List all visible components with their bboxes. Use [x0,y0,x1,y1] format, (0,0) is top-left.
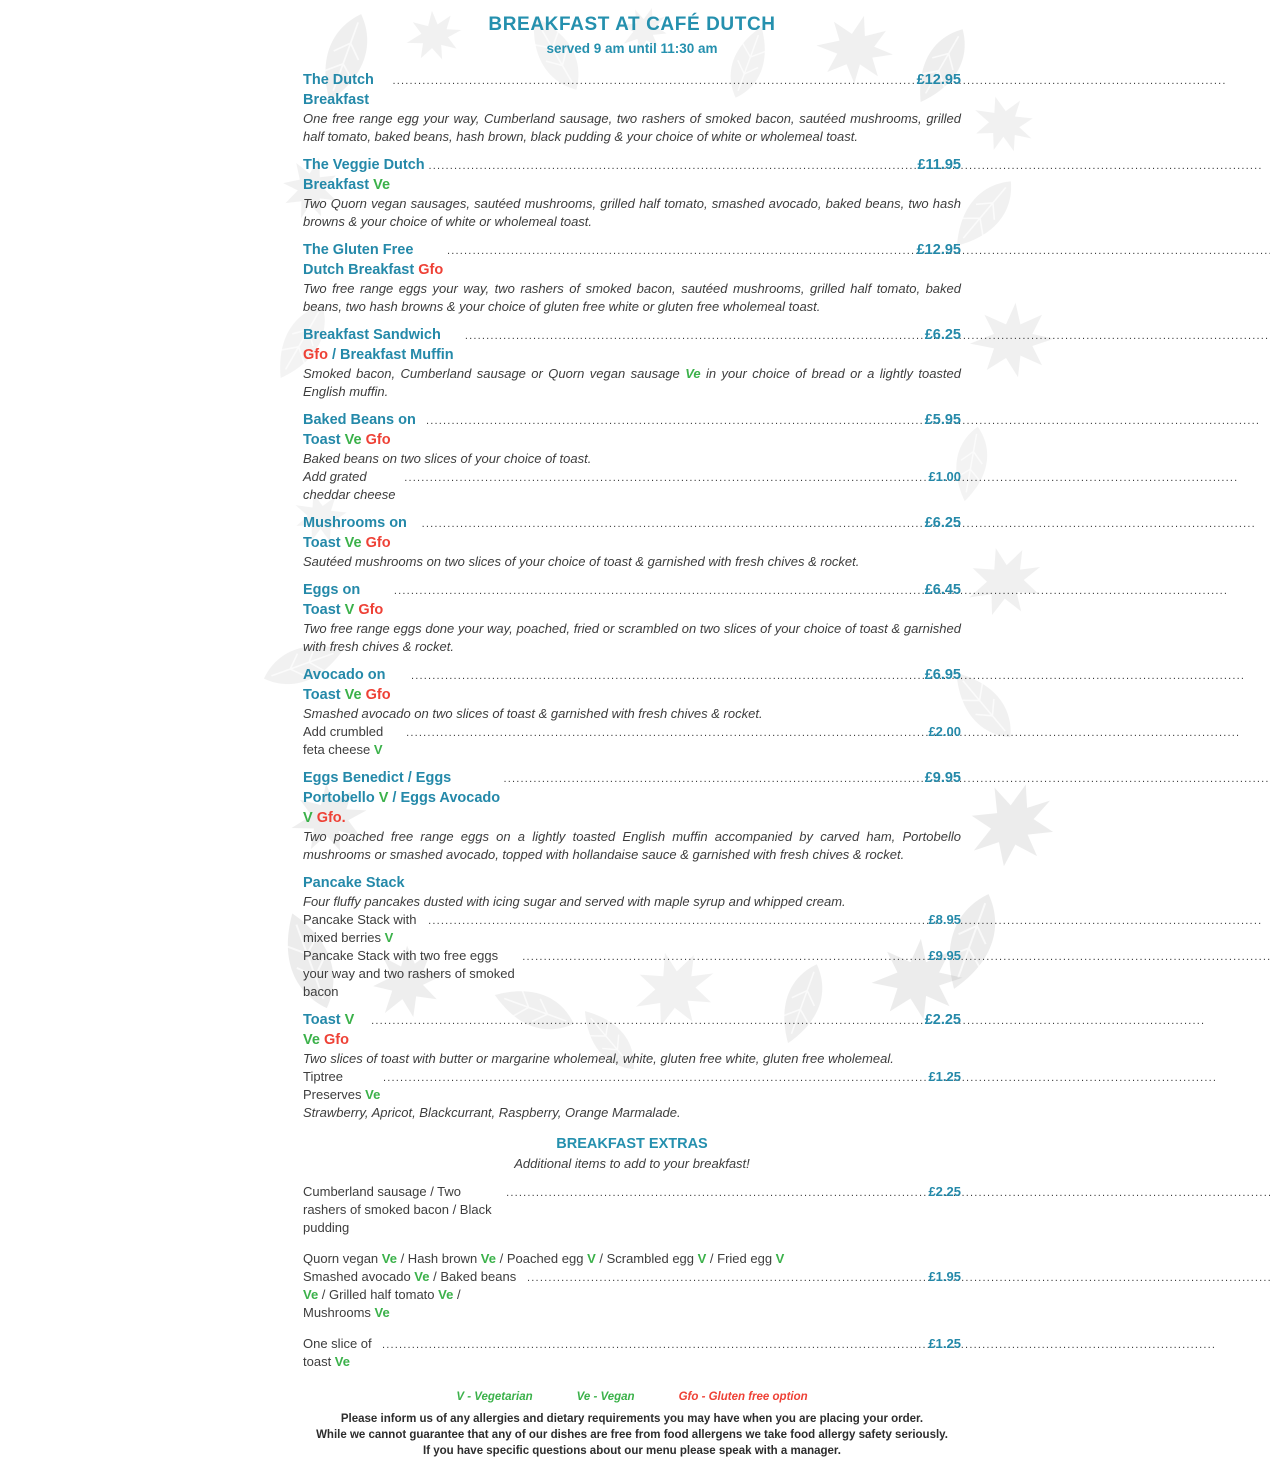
price: £6.25 [924,327,961,343]
price: £2.25 [924,1012,961,1028]
menu-item [303,768,961,864]
item-text [303,911,427,947]
item-text [303,723,405,759]
menu-item [303,155,961,231]
legend-item: V - Vegetarian [456,1391,533,1403]
text-segment: Two poached free range eggs on a lightly toasted English muffin accompanied by carved ham, Portobello mushrooms or smashed avocado, topped with hollandaise sauce & garnished with fresh chives & rocket. [303,829,961,862]
text-segment: Pancake Stack [303,875,405,891]
menu-item [303,580,961,656]
footer-line: While we cannot guarantee that any of our dishes are free from food allergens we take food allergy safety seriously. [316,1429,948,1441]
extras-subtitle: Additional items to add to your breakfast! [514,1156,750,1171]
dietary-tag: Gfo [365,432,391,448]
item-text [303,1250,784,1268]
dietary-tag: V [303,810,313,826]
dot-leader [447,241,916,259]
price: £2.00 [928,724,961,739]
menu-item-description [303,110,961,146]
item-text [303,1183,505,1237]
price: £1.25 [928,1069,961,1084]
dot-leader [428,911,927,930]
menu-item-heading [303,325,961,365]
dot-leader [426,411,924,429]
dietary-tag: V [344,602,355,618]
menu-sub-line [303,1183,961,1237]
dot-leader [422,514,924,532]
menu-item-heading [303,768,961,828]
item-text [303,155,427,195]
item-text [303,580,393,620]
text-segment: Add crumbled feta cheese [303,724,384,757]
dot-leader [411,666,924,684]
text-segment: Two free range eggs your way, two rashers of smoked bacon, sautéed mushrooms, grilled half tomato, baked beans, two hash browns & your choice of gluten free white or gluten free wholemeal toast. [303,281,961,314]
price: £2.25 [928,1184,961,1199]
menu-item-description [303,450,961,468]
dietary-tag: Ve [381,1251,397,1266]
text-segment: Smashed avocado [303,1269,415,1284]
dot-leader [404,468,927,487]
menu-item [303,1010,961,1122]
menu-item-heading [303,873,961,893]
text-segment: Cumberland sausage / Two rashers of smoked bacon / Black pudding [303,1184,492,1235]
price: £1.25 [928,1336,961,1351]
item-text [303,240,446,280]
text-segment: Pancake Stack with mixed berries [303,912,417,945]
dietary-tag: V [378,790,389,806]
dietary-tag: V [587,1251,596,1266]
menu-item [303,240,961,316]
item-text [303,768,503,828]
menu-item-description [303,705,961,723]
text-segment: Eggs on Toast [303,582,361,618]
menu-sub-line [303,911,961,947]
item-text [303,1268,526,1322]
text-segment: Tiptree Preserves [303,1069,366,1102]
item-text [303,325,464,365]
price: £6.45 [924,582,961,598]
text-segment: Smashed avocado on two slices of toast & garnished with fresh chives & rocket. [303,706,763,721]
dietary-tag: Gfo [323,1032,349,1048]
price: £5.95 [924,412,961,428]
text-segment: Four fluffy pancakes dusted with icing sugar and served with maple syrup and whipped cream. [303,894,846,909]
dietary-tag: V [344,1012,355,1028]
menu-item [303,665,961,759]
dot-leader [465,326,924,344]
dietary-tag: V [384,930,394,945]
menu-item-description [303,365,961,401]
dietary-tag: Ve [334,1354,350,1369]
text-segment: Sautéed mushrooms on two slices of your choice of toast & garnished with fresh chives & rocket. [303,554,860,569]
dietary-tag: Ve [373,177,391,193]
menu-items [303,70,961,1122]
dietary-tag: V [775,1251,785,1266]
price: £6.95 [924,667,961,683]
text-segment: The Gluten Free Dutch Breakfast [303,242,419,278]
price: £1.00 [928,469,961,484]
item-text [303,665,410,705]
dietary-tag: Gfo [365,535,391,551]
dietary-tag: Ve [344,535,362,551]
dietary-tag: Gfo [365,687,391,703]
item-text [303,410,425,450]
dot-leader [506,1183,927,1202]
dot-leader [382,1335,927,1354]
dietary-tag: Ve [303,1287,319,1302]
text-segment: Mushrooms on Toast [303,515,407,551]
menu-item-description [303,620,961,656]
item-text [303,947,521,1001]
serving-hours: served 9 am until 11:30 am [546,41,718,56]
text-segment: / Baked beans [429,1269,517,1284]
dietary-tag: Ve [685,366,701,381]
price: £11.95 [917,157,961,173]
dietary-tag: Ve [365,1087,381,1102]
dietary-tag: Gfo [303,347,328,363]
text-segment: Quorn vegan [303,1251,382,1266]
dietary-tag: Ve [344,687,362,703]
text-segment: / Mushrooms [303,1287,461,1320]
text-segment: Two free range eggs done your way, poached, fried or scrambled on two slices of your choice of toast & garnished with fresh chives & rocket. [303,621,961,654]
price: £12.95 [916,242,961,258]
item-text [303,468,403,504]
dot-leader [371,1011,924,1029]
dot-leader [392,71,915,89]
dietary-tag: Ve [438,1287,454,1302]
dietary-tag: Gfo [418,262,444,278]
menu-header [303,14,961,56]
menu-item-description [303,1050,961,1068]
menu-item-description [303,1104,961,1122]
text-segment: Smoked bacon, Cumberland sausage or Quorn vegan sausage [303,366,686,381]
item-text [303,366,961,399]
dietary-tag: Ve [414,1269,430,1284]
text-segment: The Veggie Dutch Breakfast [303,157,425,193]
menu-sub-line [303,1268,961,1322]
item-text [303,706,763,721]
item-text [303,829,961,862]
item-text [303,873,405,893]
item-text [303,554,859,569]
dietary-tag: Ve [374,1305,390,1320]
menu-item-description [303,553,961,571]
text-segment: Breakfast Sandwich [303,327,441,343]
menu-item-heading [303,580,961,620]
extras-title: BREAKFAST EXTRAS [556,1136,708,1152]
menu-item [303,410,961,504]
text-segment: / Eggs Avocado [388,790,501,806]
text-segment: in your choice of bread or a lightly toasted English muffin. [303,366,961,399]
text-segment: / Fried egg [706,1251,776,1266]
menu-content [273,0,997,1459]
menu-item-heading [303,155,961,195]
item-text [303,1335,381,1371]
menu-item-description [303,280,961,316]
price: £6.25 [924,515,961,531]
menu-item-heading [303,240,961,280]
text-segment: Strawberry, Apricot, Blackcurrant, Raspberry, Orange Marmalade. [303,1105,681,1120]
menu-sub-line [303,1250,961,1268]
text-segment: Baked Beans on Toast [303,412,416,448]
menu-item-heading [303,665,961,705]
dietary-tag: Gfo [358,602,384,618]
menu-item [303,70,961,146]
text-segment: Two Quorn vegan sausages, sautéed mushrooms, grilled half tomato, smashed avocado, baked beans, two hash browns & your choice of white or wholemeal toast. [303,196,961,229]
price: £8.95 [928,912,961,927]
item-text [303,1010,370,1050]
dietary-tag: Ve [344,432,362,448]
dietary-legend [303,1391,961,1403]
price: £9.95 [928,948,961,963]
page-title: BREAKFAST AT CAFÉ DUTCH [488,14,776,35]
item-text [303,621,961,654]
menu-item-heading [303,513,961,553]
menu-item [303,325,961,401]
footer-line: Please inform us of any allergies and dietary requirements you may have when you are placing your order. [340,1413,924,1425]
price: £1.95 [928,1269,961,1284]
text-segment: / Poached egg [495,1251,588,1266]
item-text [303,513,421,553]
menu-item [303,513,961,571]
dot-leader [383,1068,928,1087]
dot-leader [504,769,924,787]
menu-item-description [303,828,961,864]
spacer [303,1237,961,1250]
dietary-tag: V [697,1251,707,1266]
footer-line: If you have specific questions about our menu please speak with a manager. [423,1445,841,1457]
text-segment: The Dutch Breakfast [303,72,374,108]
spacer [303,1322,961,1335]
menu-sub-line [303,723,961,759]
item-text [303,70,391,110]
text-segment: / Grilled half tomato [318,1287,439,1302]
menu-item-heading [303,1010,961,1050]
dietary-tag: Gfo. [316,810,346,826]
item-text [303,894,846,909]
dietary-tag: V [373,742,383,757]
item-text [303,1068,382,1104]
text-segment: Baked beans on two slices of your choice of toast. [303,451,592,466]
text-segment: One slice of toast [303,1336,372,1369]
text-segment: / Hash brown [396,1251,481,1266]
menu-sub-line [303,1335,961,1371]
item-text [303,111,961,144]
legend-item: Gfo - Gluten free option [678,1391,808,1403]
text-segment: / Breakfast Muffin [327,347,454,363]
menu-item-heading [303,410,961,450]
item-text [303,1051,894,1066]
breakfast-extras-section [303,1136,961,1371]
text-segment: Pancake Stack with two free eggs your way and two rashers of smoked bacon [303,948,515,999]
text-segment: Two slices of toast with butter or margarine wholemeal, white, gluten free white, gluten free wholemeal. [303,1051,894,1066]
dietary-tag: Ve [480,1251,496,1266]
menu-item-description [303,195,961,231]
menu-item-heading [303,70,961,110]
item-text [303,281,961,314]
text-segment: Add grated cheddar cheese [303,469,396,502]
text-segment: Toast [303,1012,345,1028]
extras-items [303,1183,961,1371]
text-segment: / Scrambled egg [595,1251,698,1266]
dot-leader [522,947,927,966]
price: £12.95 [916,72,961,88]
menu-item-description [303,893,961,911]
menu-item [303,873,961,1001]
item-text [303,1105,681,1120]
dot-leader [406,723,927,742]
menu-page [273,0,997,1457]
dot-leader [428,156,916,174]
menu-sub-line [303,1068,961,1104]
menu-sub-line [303,947,961,1001]
dot-leader [527,1268,927,1287]
menu-sub-line [303,468,961,504]
text-segment: Eggs Benedict / Eggs Portobello [303,770,452,806]
allergy-notice [303,1411,961,1459]
dietary-tag: Ve [303,1032,320,1048]
legend-item: Ve - Vegan [576,1391,635,1403]
text-segment: One free range egg your way, Cumberland sausage, two rashers of smoked bacon, sautéed mushrooms, grilled half tomato, baked beans, hash brown, black pudding & your choice of white or wholemeal toast. [303,111,961,144]
price: £9.95 [924,770,961,786]
item-text [303,451,591,466]
dot-leader [394,581,924,599]
text-segment: Avocado on Toast [303,667,386,703]
item-text [303,196,961,229]
